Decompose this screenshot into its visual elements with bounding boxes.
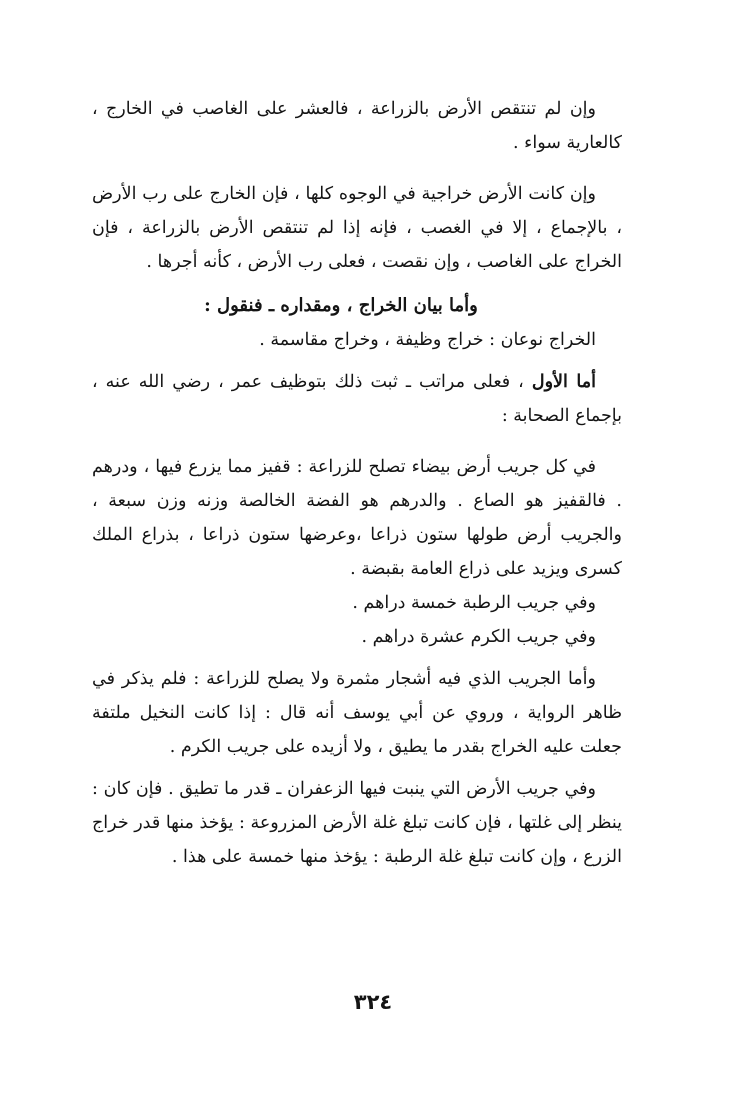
- paragraph-9: وفي جريب الأرض التي ينبت فيها الزعفران ـ قدر ما تطيق . فإن كان : ينظر إلى غلتها ، فإن كانت تبلغ غلة الأرض المزروعة : يؤخذ منها قدر خراج الزرع ، وإن كانت تبلغ غلة الرطبة : يؤخذ منها خمسة على هذا .: [92, 779, 622, 867]
- section-heading: وأما بيان الخراج ، ومقداره ـ فنقول :: [204, 295, 478, 316]
- paragraph-6: وفي جريب الرطبة خمسة دراهم .: [352, 593, 596, 613]
- paragraph-3: الخراج نوعان : خراج وظيفة ، وخراج مقاسمة .: [259, 330, 596, 350]
- page-body: [92, 92, 622, 874]
- paragraph-4-lead: أما الأول: [531, 372, 596, 392]
- paragraph-4: [92, 365, 622, 433]
- paragraph-5: في كل جريب أرض بيضاء تصلح للزراعة : قفيز مما يزرع فيها ، ودرهم . فالقفيز هو الصاع . والدرهم هو الفضة الخالصة وزنه وزن سبعة ، والجريب أرض طولها ستون ذراعا ،وعرضها ستون ذراعا ، بذراع الملك كسرى ويزيد على ذراع العامة بقبضة .: [92, 457, 622, 579]
- page-number: ٣٢٤: [353, 990, 393, 1014]
- paragraph-4-rest: ، فعلى مراتب ـ ثبت ذلك بتوظيف عمر ، رضي الله عنه ، بإجماع الصحابة :: [92, 372, 622, 426]
- paragraph-2: وإن كانت الأرض خراجية في الوجوه كلها ، فإن الخارج على رب الأرض ، بالإجماع ، إلا في الغصب ، فإنه إذا لم تنتقص الأرض بالزراعة ، فإن الخراج على الغاصب ، وإن نقصت ، فعلى رب الأرض ، كأنه أجرها .: [92, 184, 622, 272]
- paragraph-1: وإن لم تنتقص الأرض بالزراعة ، فالعشر على الغاصب في الخارج ، كالعارية سواء .: [92, 99, 622, 153]
- paragraph-8: وأما الجريب الذي فيه أشجار مثمرة ولا يصلح للزراعة : فلم يذكر في ظاهر الرواية ، وروي عن أبي يوسف أنه قال : إذا كانت النخيل ملتفة جعلت عليه الخراج بقدر ما يطيق ، ولا أزيده على جريب الكرم .: [92, 669, 622, 757]
- paragraph-7: وفي جريب الكرم عشرة دراهم .: [361, 627, 596, 647]
